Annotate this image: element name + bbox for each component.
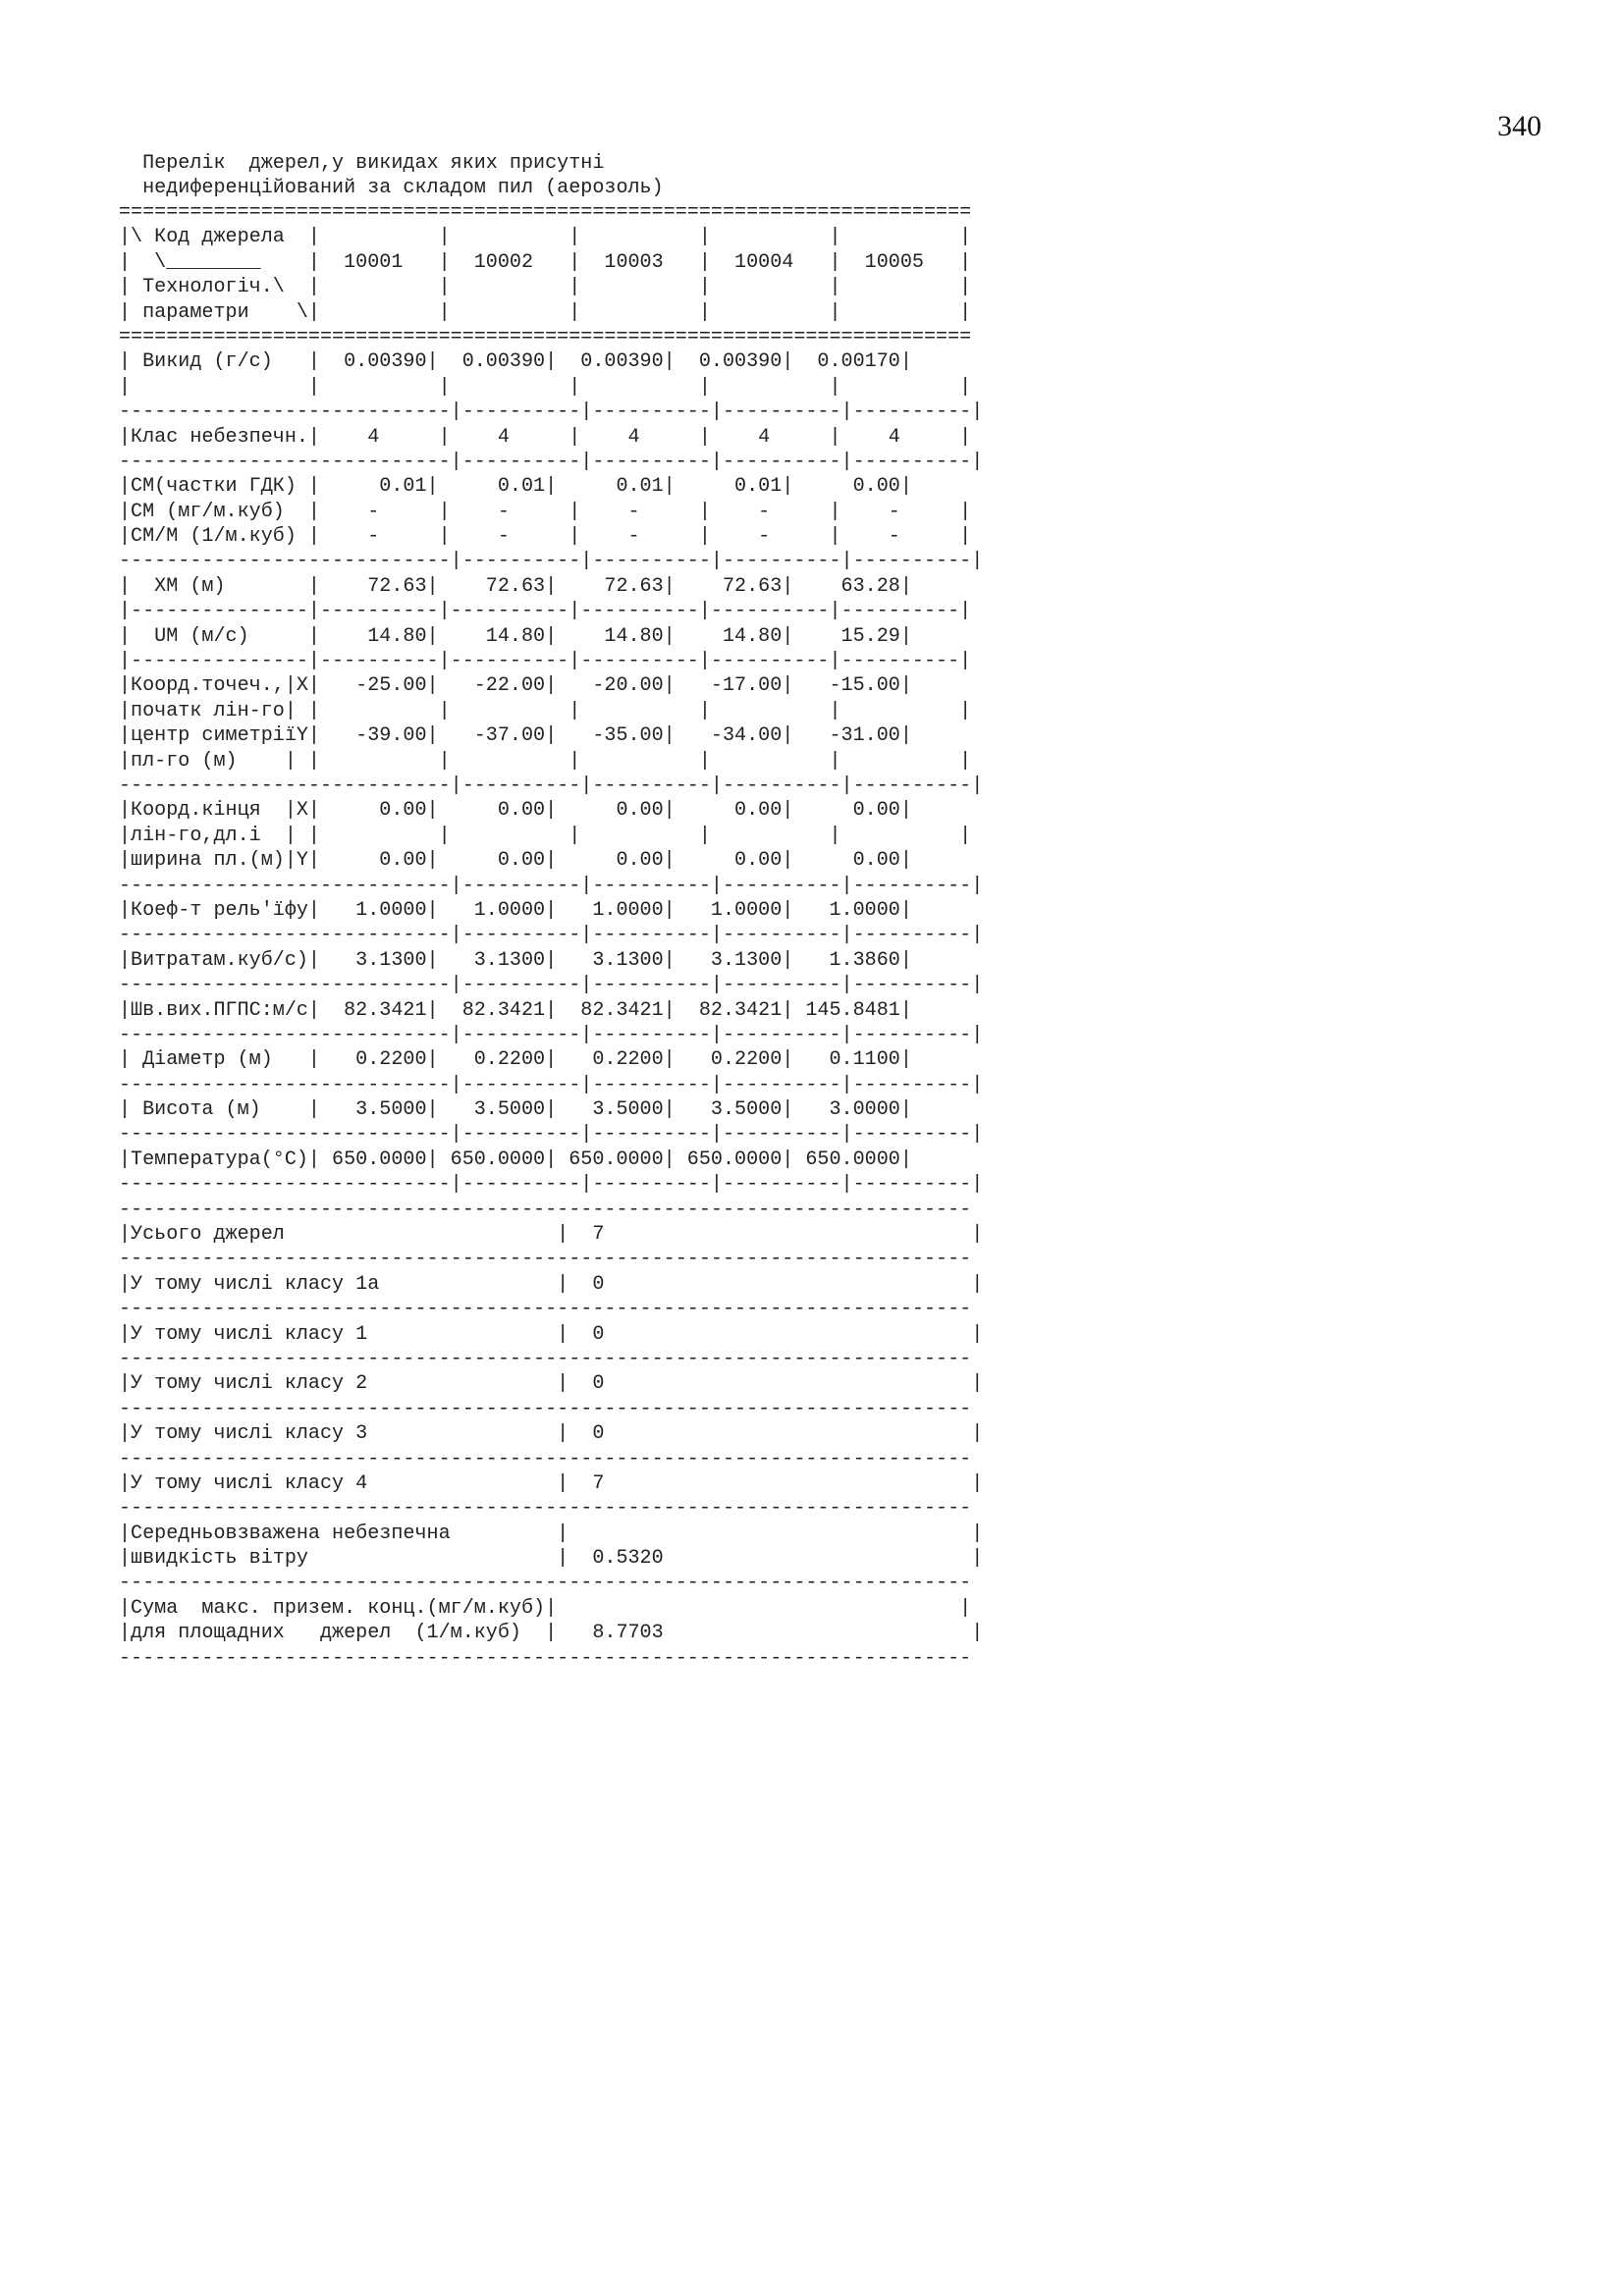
- table-line: ----------------------------|----------|----------|----------|----------|: [119, 450, 984, 473]
- table-line: |Шв.вих.ПГПС:м/с| 82.3421| 82.3421| 82.3421| 82.3421| 145.8481|: [119, 998, 912, 1022]
- table-line: |У тому числі класу 1a | 0 |: [119, 1272, 984, 1296]
- table-line: |CM/M (1/м.куб) | - | - | - | - | - |: [119, 525, 972, 549]
- page-number: 340: [1497, 110, 1542, 142]
- table-line: ----------------------------|----------|----------|----------|----------|: [119, 550, 984, 573]
- table-line: ------------------------------------------------------------------------: [119, 1447, 972, 1470]
- table-line: |ширина пл.(м)|Y| 0.00| 0.00| 0.00| 0.00| 0.00|: [119, 849, 912, 873]
- table-line: ------------------------------------------------------------------------: [119, 1397, 972, 1420]
- table-line: ------------------------------------------------------------------------: [119, 1198, 972, 1221]
- table-line: ----------------------------|----------|----------|----------|----------|: [119, 1123, 984, 1147]
- table-line: |Коорд.кінця |X| 0.00| 0.00| 0.00| 0.00| 0.00|: [119, 799, 912, 823]
- table-line: |Температура(°C)| 650.0000| 650.0000| 650.0000| 650.0000| 650.0000|: [119, 1148, 912, 1171]
- table-line: |CM (мг/м.куб) | - | - | - | - | - |: [119, 500, 972, 523]
- table-line: ----------------------------|----------|----------|----------|----------|: [119, 1073, 984, 1096]
- table-line: |У тому числі класу 3 | 0 |: [119, 1422, 984, 1446]
- table-line: |Коорд.точеч.,|X| -25.00| -22.00| -20.00| -17.00| -15.00|: [119, 674, 912, 698]
- table-line: | Діаметр (м) | 0.2200| 0.2200| 0.2200| 0.2200| 0.1100|: [119, 1048, 912, 1072]
- table-line: ========================================================================: [119, 325, 972, 348]
- table-line: | XM (м) | 72.63| 72.63| 72.63| 72.63| 63.28|: [119, 574, 912, 598]
- table-line: |Усього джерел | 7 |: [119, 1223, 984, 1247]
- table-line: |початк лін-го| | | | | | |: [119, 699, 972, 722]
- table-line: |Сума макс. призем. конц.(мг/м.куб)| |: [119, 1596, 972, 1620]
- table-line: ------------------------------------------------------------------------: [119, 1248, 972, 1271]
- heading-line: недиференційований за складом пил (аерозоль): [119, 177, 664, 200]
- table-line: ----------------------------|----------|----------|----------|----------|: [119, 774, 984, 797]
- table-line: ----------------------------|----------|----------|----------|----------|: [119, 874, 984, 897]
- table-line: |У тому числі класу 4 | 7 |: [119, 1471, 984, 1495]
- document-heading: [119, 151, 664, 201]
- table-line: ------------------------------------------------------------------------: [119, 1497, 972, 1521]
- table-line: ------------------------------------------------------------------------: [119, 1646, 972, 1670]
- table-line: | | | | | | |: [119, 375, 972, 399]
- table-line: |Клас небезпечн.| 4 | 4 | 4 | 4 | 4 |: [119, 425, 972, 449]
- table-line: |швидкість вітру | 0.5320 |: [119, 1547, 984, 1571]
- heading-line: Перелік джерел,у викидах яких присутні: [119, 152, 605, 175]
- table-line: |\ Код джерела | | | | | |: [119, 226, 972, 249]
- table-line: | \________ | 10001 | 10002 | 10003 | 10004 | 10005 |: [119, 250, 972, 274]
- table-line: ----------------------------|----------|----------|----------|----------|: [119, 974, 984, 997]
- table-line: |для площадних джерел (1/м.куб) | 8.7703 |: [119, 1622, 984, 1645]
- table-line: |У тому числі класу 2 | 0 |: [119, 1372, 984, 1396]
- table-line: ------------------------------------------------------------------------: [119, 1572, 972, 1595]
- table-line: ----------------------------|----------|----------|----------|----------|: [119, 1023, 984, 1046]
- table-line: |Коеф-т рель'їфу| 1.0000| 1.0000| 1.0000| 1.0000| 1.0000|: [119, 898, 912, 922]
- table-line: |Середньовзважена небезпечна | |: [119, 1522, 984, 1545]
- table-line: |CM(частки ГДК) | 0.01| 0.01| 0.01| 0.01| 0.00|: [119, 475, 912, 499]
- table-line: |Витратам.куб/с)| 3.1300| 3.1300| 3.1300| 3.1300| 1.3860|: [119, 948, 912, 972]
- source-parameters-table: [119, 200, 983, 1671]
- table-line: ----------------------------|----------|----------|----------|----------|: [119, 1173, 984, 1197]
- table-line: ------------------------------------------------------------------------: [119, 1347, 972, 1370]
- table-line: | Висота (м) | 3.5000| 3.5000| 3.5000| 3.5000| 3.0000|: [119, 1098, 912, 1122]
- table-line: ------------------------------------------------------------------------: [119, 1298, 972, 1321]
- table-line: | Викид (г/с) | 0.00390| 0.00390| 0.00390| 0.00390| 0.00170|: [119, 350, 912, 374]
- table-line: |лін-го,дл.і | | | | | | |: [119, 824, 972, 847]
- table-line: |---------------|----------|----------|----------|----------|----------|: [119, 600, 972, 623]
- table-line: ----------------------------|----------|----------|----------|----------|: [119, 924, 984, 947]
- table-line: | параметри \| | | | | |: [119, 300, 972, 324]
- table-line: |центр симетріїY| -39.00| -37.00| -35.00| -34.00| -31.00|: [119, 724, 912, 748]
- table-line: |пл-го (м) | | | | | | |: [119, 749, 972, 773]
- table-line: |---------------|----------|----------|----------|----------|----------|: [119, 650, 972, 673]
- table-line: | Технологіч.\ | | | | | |: [119, 276, 972, 299]
- table-line: ========================================================================: [119, 201, 972, 224]
- table-line: ----------------------------|----------|----------|----------|----------|: [119, 400, 984, 424]
- table-line: | UM (м/с) | 14.80| 14.80| 14.80| 14.80| 15.29|: [119, 624, 912, 648]
- table-line: |У тому числі класу 1 | 0 |: [119, 1322, 984, 1346]
